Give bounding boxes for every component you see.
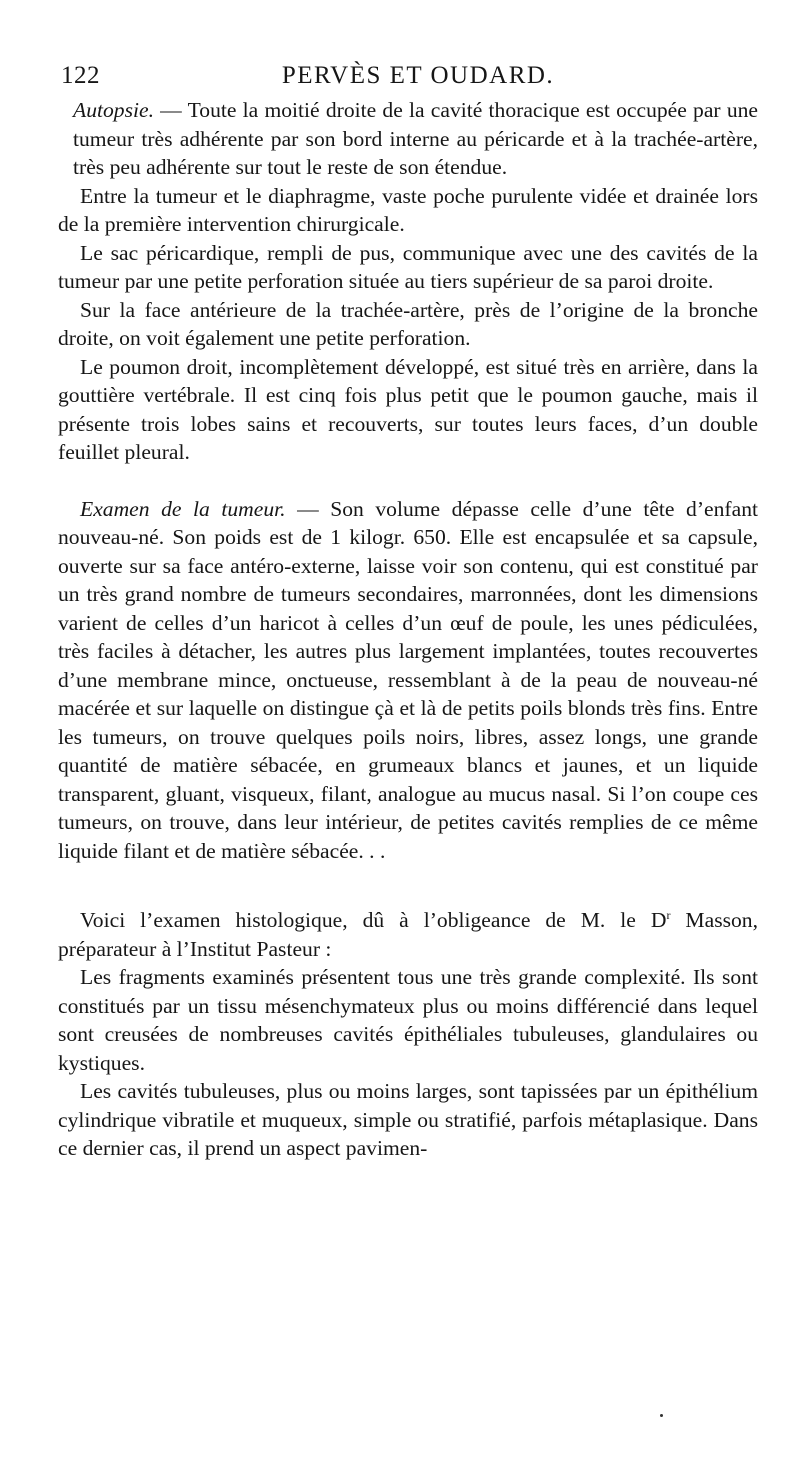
- page: [58, 62, 758, 1163]
- histology-paragraph-2: Les fragments examinés présentent tous une très grande complexité. Ils sont constitués par un tissu mésenchymateux plus ou moins différencié dans lequel sont creusées de nombreuses cavités épithéliales tubuleuses, glandulaires ou kystiques.: [58, 965, 758, 1075]
- histology-text-1a: Voici l’examen histologique, dû à l’obligeance de M. le D: [80, 908, 667, 932]
- autopsy-paragraph-4: Sur la face antérieure de la trachée-artère, près de l’origine de la bronche droite, on voit également une petite perforation.: [58, 297, 758, 350]
- running-title: PERVÈS ET OUDARD.: [281, 62, 555, 89]
- tumor-heading: Examen de la tumeur.: [80, 496, 286, 521]
- autopsy-heading: Autopsie.: [73, 98, 154, 122]
- ink-speck: [660, 1414, 663, 1417]
- autopsy-paragraph-2: Entre la tumeur et le diaphragme, vaste poche purulente vidée et drainée lors de la première intervention chirurgicale.: [58, 183, 758, 236]
- autopsy-paragraph-1: [58, 96, 758, 182]
- histology-text-1b: Masson, préparateur à l’Institut Pasteur :: [58, 908, 759, 961]
- autopsy-text-1: — Toute la moitié droite de la cavité thoracique est occupée par une tumeur très adhérente par son bord interne au péricarde et à la trachée-artère, très peu adhérente sur tout le reste de son étendue.: [73, 98, 758, 179]
- histology-paragraph-1: [58, 901, 758, 963]
- tumor-text-1: — Son volume dépasse celle d’une tête d’enfant nouveau-né. Son poids est de 1 kilogr. 650. Elle est encapsulée et sa capsule, ouverte sur sa face antéro-externe, laisse voir son contenu, qui est constitué par un très grand nombre de tumeurs secondaires, marronnées, dont les dimensions varient de celles d’un haricot à celles d’un œuf de poule, les unes pédiculées, très faciles à détacher, les autres plus largement implantées, toutes recouvertes d’une membrane mince, onctueuse, ressemblant à de la peau de nouveau-né macérée et sur laquelle on distingue çà et là de petits poils blonds très fins. Entre les tumeurs, on trouve quelques poils noirs, libres, assez longs, une grande quantité de matière sébacée, en grumeaux blancs et jaunes, et un liquide transparent, gluant, visqueux, filant, analogue au mucus nasal. Si l’on coupe ces tumeurs, on trouve, dans leur intérieur, de petites cavités remplies de ce même liquide filant et de matière sébacée. . .: [58, 496, 758, 863]
- tumor-paragraph-1: [58, 495, 758, 866]
- histology-superscript: r: [666, 908, 671, 922]
- autopsy-paragraph-3: Le sac péricardique, rempli de pus, communique avec une des cavités de la tumeur par une petite perforation située au tiers supérieur de sa paroi droite.: [58, 240, 758, 293]
- page-number: 122: [61, 62, 100, 89]
- running-head: [58, 62, 758, 96]
- autopsy-paragraph-5: Le poumon droit, incomplètement développé, est situé très en arrière, dans la gouttière vertébrale. Il est cinq fois plus petit que le poumon gauche, mais il présente trois lobes sains et recouverts, sur toutes leurs faces, d’un double feuillet pleural.: [58, 354, 758, 464]
- histology-paragraph-3: Les cavités tubuleuses, plus ou moins larges, sont tapissées par un épithélium cylindrique vibratile et muqueux, simple ou stratifié, parfois métaplasique. Dans ce dernier cas, il prend un aspect pavimen-: [58, 1079, 758, 1160]
